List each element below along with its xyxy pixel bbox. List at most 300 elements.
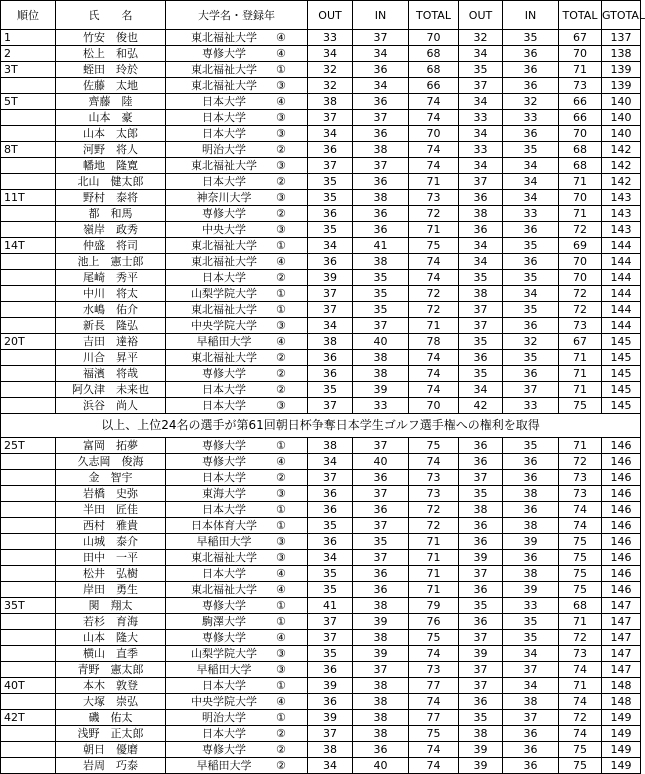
gtotal: 145 <box>602 398 641 414</box>
out-r2: 34 <box>459 254 503 270</box>
university-cell <box>166 566 308 582</box>
out-r2: 35 <box>459 710 503 726</box>
out-r1: 37 <box>308 286 353 302</box>
total-r1: 66 <box>409 78 459 94</box>
out-r2: 37 <box>459 318 503 334</box>
player-row <box>1 742 641 758</box>
player-row <box>1 238 641 254</box>
in-r1: 39 <box>353 382 409 398</box>
total-r2: 72 <box>559 222 602 238</box>
gtotal: 146 <box>602 566 641 582</box>
rank-cell <box>1 614 56 630</box>
player-name: 金 智宇 <box>56 470 166 486</box>
total-r1: 75 <box>409 630 459 646</box>
university-cell <box>166 78 308 94</box>
in-r2: 38 <box>503 566 559 582</box>
in-r2: 35 <box>503 270 559 286</box>
player-row <box>1 454 641 470</box>
player-row <box>1 470 641 486</box>
rank-cell <box>1 350 56 366</box>
player-row <box>1 678 641 694</box>
gtotal: 149 <box>602 742 641 758</box>
out-r2: 35 <box>459 334 503 350</box>
note-row <box>1 414 641 438</box>
in-r2: 33 <box>503 206 559 222</box>
in-r2: 36 <box>503 470 559 486</box>
university-name: 専修大学 <box>202 455 246 468</box>
group1-body <box>1 30 641 414</box>
in-r1: 38 <box>353 694 409 710</box>
university-cell <box>166 550 308 566</box>
out-r1: 34 <box>308 46 353 62</box>
out-r1: 34 <box>308 238 353 254</box>
rank-cell: 5T <box>1 94 56 110</box>
in-r1: 37 <box>353 30 409 46</box>
year-badge: ① <box>276 503 286 516</box>
total-r1: 74 <box>409 382 459 398</box>
university-cell <box>166 582 308 598</box>
in-r1: 36 <box>353 222 409 238</box>
total-r1: 72 <box>409 286 459 302</box>
player-row <box>1 62 641 78</box>
player-row <box>1 94 641 110</box>
university-name: 明治大学 <box>202 143 246 156</box>
university-cell <box>166 694 308 710</box>
out-r2: 37 <box>459 302 503 318</box>
total-r2: 66 <box>559 94 602 110</box>
total-r1: 74 <box>409 110 459 126</box>
player-row <box>1 486 641 502</box>
player-row <box>1 190 641 206</box>
year-badge: ② <box>276 175 286 188</box>
year-badge: ④ <box>276 583 286 596</box>
total-r2: 70 <box>559 46 602 62</box>
player-row <box>1 142 641 158</box>
in-r1: 36 <box>353 126 409 142</box>
year-badge: ④ <box>276 567 286 580</box>
out-r1: 36 <box>308 350 353 366</box>
year-badge: ① <box>276 303 286 316</box>
out-r1: 38 <box>308 742 353 758</box>
rank-cell <box>1 646 56 662</box>
total-r2: 75 <box>559 582 602 598</box>
player-name: 久志岡 俊海 <box>56 454 166 470</box>
total-r2: 73 <box>559 470 602 486</box>
year-badge: ④ <box>276 631 286 644</box>
rank-cell: 3T <box>1 62 56 78</box>
university-cell <box>166 238 308 254</box>
in-r2: 35 <box>503 302 559 318</box>
out-r1: 35 <box>308 382 353 398</box>
gtotal: 146 <box>602 454 641 470</box>
university-name: 東北福祉大学 <box>191 255 257 268</box>
out-r1: 34 <box>308 318 353 334</box>
player-name: 岩橋 史弥 <box>56 486 166 502</box>
out-r1: 35 <box>308 518 353 534</box>
university-name: 東北福祉大学 <box>191 303 257 316</box>
out-r2: 36 <box>459 518 503 534</box>
total-r2: 75 <box>559 398 602 414</box>
out-r2: 35 <box>459 486 503 502</box>
total-r2: 72 <box>559 286 602 302</box>
in-r1: 35 <box>353 286 409 302</box>
year-badge: ③ <box>276 127 286 140</box>
player-name: 山本 豪 <box>56 110 166 126</box>
gtotal: 146 <box>602 502 641 518</box>
in-r1: 34 <box>353 78 409 94</box>
total-r2: 70 <box>559 270 602 286</box>
player-row <box>1 630 641 646</box>
player-row <box>1 318 641 334</box>
in-r1: 37 <box>353 662 409 678</box>
total-r2: 71 <box>559 678 602 694</box>
university-cell <box>166 454 308 470</box>
in-r1: 38 <box>353 254 409 270</box>
total-r1: 74 <box>409 350 459 366</box>
gtotal: 144 <box>602 270 641 286</box>
year-badge: ③ <box>276 535 286 548</box>
out-r2: 34 <box>459 94 503 110</box>
out-r2: 36 <box>459 614 503 630</box>
player-row <box>1 518 641 534</box>
out-r2: 38 <box>459 726 503 742</box>
total-r2: 69 <box>559 238 602 254</box>
gtotal: 137 <box>602 30 641 46</box>
out-r1: 37 <box>308 614 353 630</box>
university-cell <box>166 158 308 174</box>
year-badge: ② <box>276 383 286 396</box>
year-badge: ④ <box>276 335 286 348</box>
player-name: 本木 敦登 <box>56 678 166 694</box>
year-badge: ① <box>276 63 286 76</box>
out-r2: 37 <box>459 566 503 582</box>
in-r1: 36 <box>353 742 409 758</box>
university-name: 専修大学 <box>202 743 246 756</box>
university-cell <box>166 502 308 518</box>
player-name: 横山 直季 <box>56 646 166 662</box>
gtotal: 142 <box>602 174 641 190</box>
in-r2: 36 <box>503 550 559 566</box>
out-r1: 38 <box>308 334 353 350</box>
university-name: 専修大学 <box>202 599 246 612</box>
university-name: 山梨学院大学 <box>191 647 257 660</box>
player-row <box>1 566 641 582</box>
in-r1: 35 <box>353 534 409 550</box>
year-badge: ② <box>276 743 286 756</box>
gtotal: 144 <box>602 238 641 254</box>
out-r2: 39 <box>459 742 503 758</box>
total-r1: 72 <box>409 518 459 534</box>
in-r1: 35 <box>353 302 409 318</box>
total-r1: 71 <box>409 318 459 334</box>
in-r2: 37 <box>503 710 559 726</box>
total-r2: 66 <box>559 110 602 126</box>
player-row <box>1 398 641 414</box>
in-r2: 36 <box>503 254 559 270</box>
player-name: 岸田 勇生 <box>56 582 166 598</box>
out-r2: 38 <box>459 502 503 518</box>
university-name: 早稲田大学 <box>196 759 252 772</box>
out-r1: 39 <box>308 710 353 726</box>
total-r2: 75 <box>559 550 602 566</box>
header-in-r2: IN <box>503 1 559 30</box>
gtotal: 145 <box>602 334 641 350</box>
rank-cell: 35T <box>1 598 56 614</box>
player-name: 幡地 隆寛 <box>56 158 166 174</box>
rank-cell <box>1 550 56 566</box>
year-badge: ② <box>276 351 286 364</box>
rank-cell <box>1 174 56 190</box>
total-r1: 74 <box>409 454 459 470</box>
total-r1: 78 <box>409 334 459 350</box>
total-r2: 68 <box>559 598 602 614</box>
out-r2: 34 <box>459 46 503 62</box>
gtotal: 147 <box>602 614 641 630</box>
total-r2: 70 <box>559 126 602 142</box>
player-name: 嶺岸 政秀 <box>56 222 166 238</box>
in-r1: 38 <box>353 366 409 382</box>
total-r2: 72 <box>559 454 602 470</box>
gtotal: 144 <box>602 302 641 318</box>
out-r1: 32 <box>308 62 353 78</box>
player-name: 関 翔太 <box>56 598 166 614</box>
rank-cell <box>1 662 56 678</box>
out-r1: 34 <box>308 550 353 566</box>
total-r2: 72 <box>559 302 602 318</box>
gtotal: 147 <box>602 662 641 678</box>
out-r2: 35 <box>459 62 503 78</box>
university-name: 日本大学 <box>202 503 246 516</box>
university-cell <box>166 174 308 190</box>
in-r1: 36 <box>353 502 409 518</box>
out-r2: 35 <box>459 270 503 286</box>
gtotal: 139 <box>602 62 641 78</box>
in-r2: 39 <box>503 582 559 598</box>
out-r1: 37 <box>308 110 353 126</box>
out-r1: 37 <box>308 158 353 174</box>
qualification-note: 以上、上位24名の選手が第61回朝日杯争奪日本学生ゴルフ選手権への権利を取得 <box>1 414 641 438</box>
total-r1: 71 <box>409 582 459 598</box>
total-r2: 68 <box>559 142 602 158</box>
total-r1: 72 <box>409 302 459 318</box>
player-name: 蛭田 玲於 <box>56 62 166 78</box>
total-r1: 72 <box>409 502 459 518</box>
out-r2: 37 <box>459 78 503 94</box>
total-r1: 73 <box>409 662 459 678</box>
in-r2: 36 <box>503 318 559 334</box>
total-r1: 74 <box>409 646 459 662</box>
total-r2: 68 <box>559 158 602 174</box>
out-r1: 36 <box>308 502 353 518</box>
total-r2: 67 <box>559 334 602 350</box>
player-row <box>1 158 641 174</box>
gtotal: 138 <box>602 46 641 62</box>
in-r2: 34 <box>503 286 559 302</box>
university-cell <box>166 94 308 110</box>
university-name: 東海大学 <box>202 487 246 500</box>
in-r2: 39 <box>503 534 559 550</box>
player-row <box>1 174 641 190</box>
university-cell <box>166 270 308 286</box>
year-badge: ② <box>276 271 286 284</box>
gtotal: 147 <box>602 598 641 614</box>
total-r2: 74 <box>559 518 602 534</box>
university-cell <box>166 470 308 486</box>
year-badge: ① <box>276 711 286 724</box>
rank-cell <box>1 742 56 758</box>
out-r2: 33 <box>459 110 503 126</box>
gtotal: 142 <box>602 158 641 174</box>
in-r2: 36 <box>503 62 559 78</box>
gtotal: 144 <box>602 286 641 302</box>
gtotal: 149 <box>602 710 641 726</box>
total-r2: 71 <box>559 62 602 78</box>
total-r2: 73 <box>559 646 602 662</box>
gtotal: 146 <box>602 486 641 502</box>
rank-cell: 8T <box>1 142 56 158</box>
university-cell <box>166 206 308 222</box>
gtotal: 149 <box>602 726 641 742</box>
gtotal: 145 <box>602 366 641 382</box>
university-name: 山梨学院大学 <box>191 287 257 300</box>
in-r1: 38 <box>353 190 409 206</box>
rank-cell <box>1 518 56 534</box>
rank-cell <box>1 566 56 582</box>
in-r2: 35 <box>503 350 559 366</box>
total-r1: 74 <box>409 254 459 270</box>
university-name: 東北福祉大学 <box>191 31 257 44</box>
university-name: 専修大学 <box>202 631 246 644</box>
rank-cell <box>1 502 56 518</box>
in-r1: 38 <box>353 630 409 646</box>
university-name: 日本大学 <box>202 111 246 124</box>
total-r1: 74 <box>409 758 459 774</box>
in-r2: 35 <box>503 614 559 630</box>
in-r1: 41 <box>353 238 409 254</box>
university-cell <box>166 614 308 630</box>
year-badge: ③ <box>276 111 286 124</box>
gtotal: 143 <box>602 206 641 222</box>
out-r2: 37 <box>459 630 503 646</box>
player-row <box>1 126 641 142</box>
rank-cell <box>1 630 56 646</box>
in-r2: 36 <box>503 366 559 382</box>
total-r1: 73 <box>409 470 459 486</box>
in-r1: 40 <box>353 758 409 774</box>
university-cell <box>166 742 308 758</box>
player-name: 阿久津 未来也 <box>56 382 166 398</box>
player-row <box>1 694 641 710</box>
rank-cell: 25T <box>1 438 56 454</box>
in-r2: 36 <box>503 758 559 774</box>
rank-cell: 14T <box>1 238 56 254</box>
player-name: 大塚 崇弘 <box>56 694 166 710</box>
university-name: 日本大学 <box>202 471 246 484</box>
university-cell <box>166 630 308 646</box>
out-r1: 35 <box>308 174 353 190</box>
university-cell <box>166 710 308 726</box>
player-name: 田中 一平 <box>56 550 166 566</box>
out-r2: 39 <box>459 758 503 774</box>
in-r2: 36 <box>503 502 559 518</box>
rank-cell: 40T <box>1 678 56 694</box>
university-name: 日本大学 <box>202 679 246 692</box>
out-r1: 38 <box>308 94 353 110</box>
player-row <box>1 46 641 62</box>
rank-cell <box>1 126 56 142</box>
out-r2: 36 <box>459 190 503 206</box>
university-name: 東北福祉大学 <box>191 239 257 252</box>
total-r1: 74 <box>409 158 459 174</box>
out-r2: 36 <box>459 222 503 238</box>
university-cell <box>166 486 308 502</box>
out-r1: 32 <box>308 78 353 94</box>
player-name: 山本 太郎 <box>56 126 166 142</box>
player-name: 北山 健太郎 <box>56 174 166 190</box>
in-r1: 38 <box>353 350 409 366</box>
gtotal: 140 <box>602 94 641 110</box>
out-r1: 35 <box>308 566 353 582</box>
player-name: 吉田 達裕 <box>56 334 166 350</box>
in-r2: 38 <box>503 518 559 534</box>
total-r2: 75 <box>559 566 602 582</box>
in-r2: 32 <box>503 334 559 350</box>
total-r1: 74 <box>409 694 459 710</box>
player-name: 若杉 育海 <box>56 614 166 630</box>
rank-cell: 2 <box>1 46 56 62</box>
university-cell <box>166 398 308 414</box>
out-r2: 34 <box>459 126 503 142</box>
total-r2: 74 <box>559 726 602 742</box>
total-r1: 71 <box>409 222 459 238</box>
university-cell <box>166 62 308 78</box>
player-name: 新長 隆弘 <box>56 318 166 334</box>
university-name: 専修大学 <box>202 367 246 380</box>
university-cell <box>166 46 308 62</box>
total-r2: 75 <box>559 534 602 550</box>
rank-cell <box>1 206 56 222</box>
in-r1: 38 <box>353 142 409 158</box>
gtotal: 147 <box>602 630 641 646</box>
rank-cell <box>1 694 56 710</box>
total-r1: 74 <box>409 270 459 286</box>
out-r2: 37 <box>459 174 503 190</box>
in-r1: 37 <box>353 486 409 502</box>
in-r1: 38 <box>353 598 409 614</box>
out-r1: 35 <box>308 582 353 598</box>
rank-cell <box>1 758 56 774</box>
in-r2: 36 <box>503 46 559 62</box>
university-name: 神奈川大学 <box>196 191 252 204</box>
total-r2: 74 <box>559 694 602 710</box>
player-name: 仲盛 将司 <box>56 238 166 254</box>
total-r2: 71 <box>559 382 602 398</box>
in-r2: 36 <box>503 222 559 238</box>
out-r2: 32 <box>459 30 503 46</box>
year-badge: ③ <box>276 551 286 564</box>
in-r2: 33 <box>503 110 559 126</box>
out-r2: 36 <box>459 438 503 454</box>
in-r2: 34 <box>503 646 559 662</box>
player-row <box>1 302 641 318</box>
out-r2: 37 <box>459 678 503 694</box>
gtotal: 144 <box>602 318 641 334</box>
gtotal: 140 <box>602 110 641 126</box>
rank-cell <box>1 486 56 502</box>
gtotal: 146 <box>602 470 641 486</box>
out-r2: 34 <box>459 158 503 174</box>
year-badge: ③ <box>276 487 286 500</box>
